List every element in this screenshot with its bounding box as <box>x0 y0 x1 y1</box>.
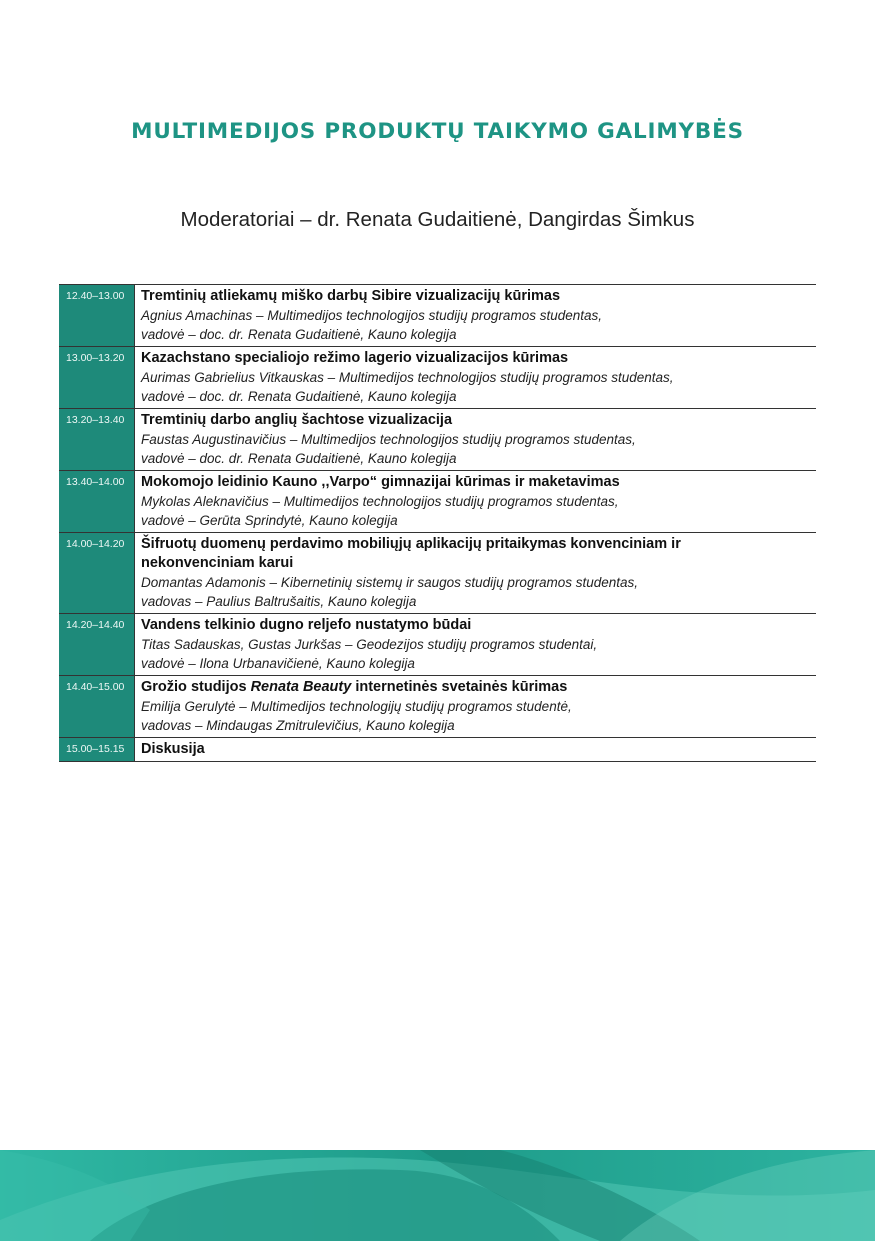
time-slot: 14.00–14.20 <box>59 533 135 613</box>
schedule-row <box>59 738 816 762</box>
time-slot: 14.40–15.00 <box>59 676 135 737</box>
page-title: MULTIMEDIJOS PRODUKTŲ TAIKYMO GALIMYBĖS <box>131 119 744 144</box>
talk-details <box>135 347 816 408</box>
talk-title <box>141 678 731 697</box>
footer-wave-graphic <box>0 1150 875 1241</box>
schedule-table <box>59 284 816 762</box>
talk-title: Šifruotų duomenų perdavimo mobiliųjų aplikacijų pritaikymas konvenciniam ir nekonvenciniam karui <box>141 536 681 571</box>
talk-details <box>135 471 816 532</box>
speaker-line: Aurimas Gabrielius Vitkauskas – Multimedijos technologijos studijų programos studentas, <box>141 370 674 385</box>
talk-title-part: Renata Beauty <box>250 679 352 695</box>
speaker-line: Mykolas Aleknavičius – Multimedijos technologijos studijų programos studentas, <box>141 494 619 509</box>
talk-details <box>135 533 816 613</box>
talk-title-part: internetinės svetainės kūrimas <box>351 679 568 695</box>
talk-title: Vandens telkinio dugno reljefo nustatymo būdai <box>141 617 472 633</box>
schedule-row <box>59 347 816 409</box>
supervisor-line: vadovė – doc. dr. Renata Gudaitienė, Kauno kolegija <box>141 389 457 404</box>
schedule-row <box>59 409 816 471</box>
decorative-footer-band <box>0 1150 875 1241</box>
talk-details <box>135 614 816 675</box>
supervisor-line: vadovas – Paulius Baltrušaitis, Kauno kolegija <box>141 594 417 609</box>
schedule-row <box>59 533 816 614</box>
talk-details <box>135 738 816 761</box>
speaker-line: Agnius Amachinas – Multimedijos technologijos studijų programos studentas, <box>141 308 602 323</box>
speaker-line: Titas Sadauskas, Gustas Jurkšas – Geodezijos studijų programos studentai, <box>141 637 598 652</box>
speaker-line: Domantas Adamonis – Kibernetinių sistemų ir saugos studijų programos studentas, <box>141 575 639 590</box>
talk-details <box>135 409 816 470</box>
time-slot: 14.20–14.40 <box>59 614 135 675</box>
talk-details <box>135 285 816 346</box>
schedule-row <box>59 285 816 347</box>
supervisor-line: vadovė – Ilona Urbanavičienė, Kauno kolegija <box>141 656 415 671</box>
speaker-line: Emilija Gerulytė – Multimedijos technologijų studijų programos studentė, <box>141 699 572 714</box>
talk-title: Kazachstano specialiojo režimo lagerio vizualizacijos kūrimas <box>141 350 569 366</box>
talk-title: Mokomojo leidinio Kauno ,,Varpo“ gimnazijai kūrimas ir maketavimas <box>141 474 620 490</box>
talk-title: Tremtinių darbo anglių šachtose vizualizacija <box>141 412 453 428</box>
supervisor-line: vadovė – doc. dr. Renata Gudaitienė, Kauno kolegija <box>141 327 457 342</box>
speaker-line: Faustas Augustinavičius – Multimedijos technologijos studijų programos studentas, <box>141 432 636 447</box>
time-slot: 15.00–15.15 <box>59 738 135 761</box>
schedule-row <box>59 676 816 738</box>
talk-title: Diskusija <box>141 741 205 757</box>
time-slot: 13.40–14.00 <box>59 471 135 532</box>
time-slot: 12.40–13.00 <box>59 285 135 346</box>
talk-title-part: Grožio studijos <box>141 679 251 695</box>
supervisor-line: vadovė – Gerūta Sprindytė, Kauno kolegija <box>141 513 398 528</box>
supervisor-line: vadovė – doc. dr. Renata Gudaitienė, Kauno kolegija <box>141 451 457 466</box>
moderators-line: Moderatoriai – dr. Renata Gudaitienė, Dangirdas Šimkus <box>180 208 695 231</box>
talk-details <box>135 676 816 737</box>
schedule-row <box>59 471 816 533</box>
time-slot: 13.00–13.20 <box>59 347 135 408</box>
supervisor-line: vadovas – Mindaugas Zmitrulevičius, Kauno kolegija <box>141 718 455 733</box>
schedule-row <box>59 614 816 676</box>
time-slot: 13.20–13.40 <box>59 409 135 470</box>
talk-title: Tremtinių atliekamų miško darbų Sibire vizualizacijų kūrimas <box>141 288 561 304</box>
